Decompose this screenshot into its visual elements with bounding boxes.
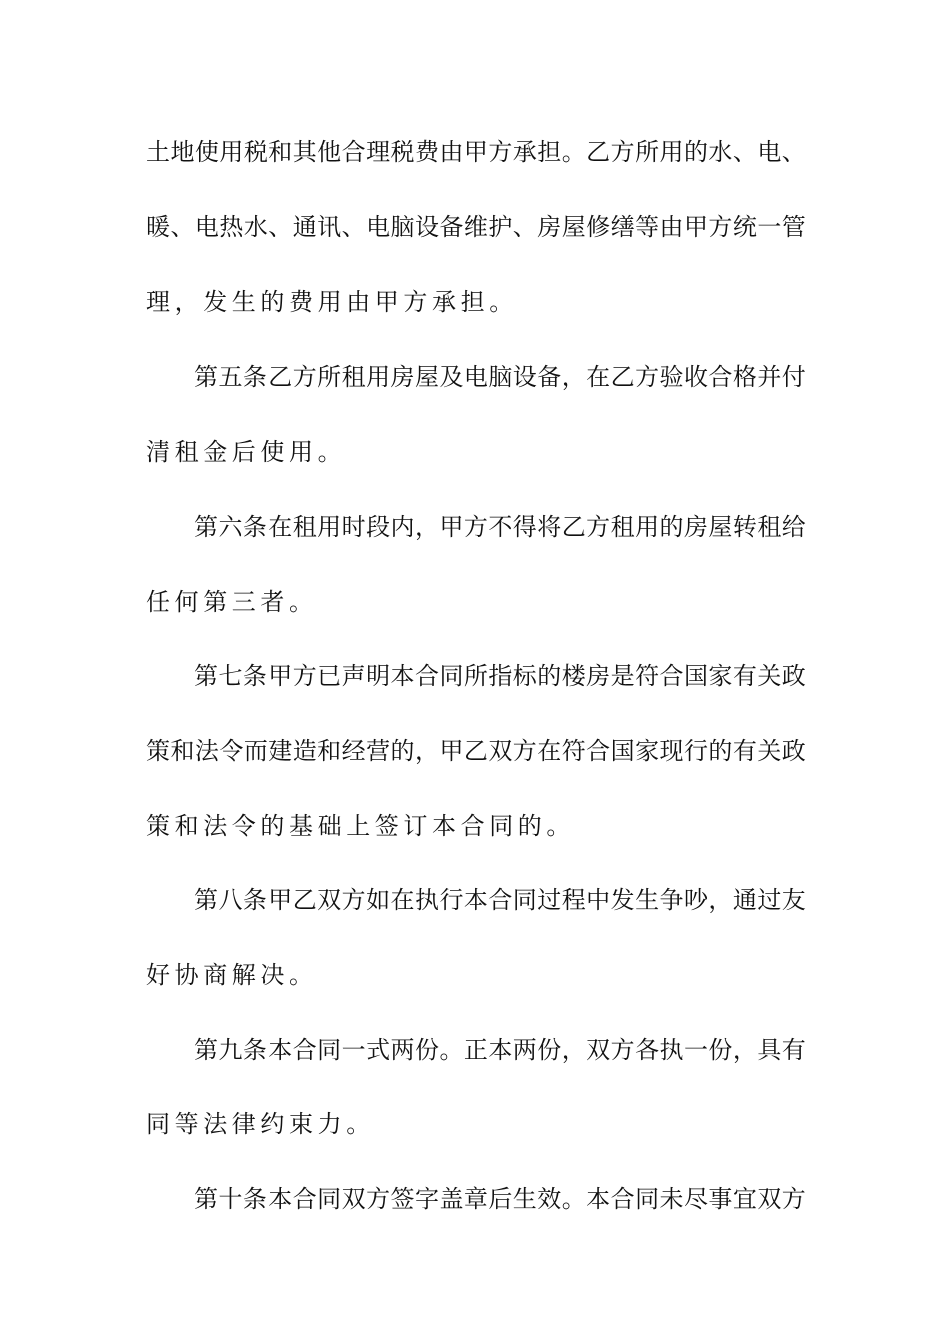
glyph: 暖 bbox=[146, 213, 170, 241]
glyph: 正 bbox=[463, 1036, 488, 1064]
glyph: 甲 bbox=[268, 662, 293, 690]
glyph: 本 bbox=[488, 1036, 513, 1064]
glyph: 设 bbox=[512, 363, 537, 391]
glyph: 第 bbox=[194, 886, 218, 914]
glyph: 过 bbox=[537, 886, 562, 914]
text-line: 好协商解决。 bbox=[146, 961, 318, 989]
glyph: 乙 bbox=[561, 513, 586, 541]
glyph: 第 bbox=[194, 1185, 218, 1213]
glyph: 生 bbox=[635, 886, 660, 914]
glyph: 法 bbox=[194, 737, 219, 765]
glyph: ， bbox=[708, 886, 733, 914]
glyph: 有 bbox=[732, 662, 757, 690]
glyph: 执 bbox=[414, 886, 439, 914]
glyph: 如 bbox=[366, 886, 391, 914]
glyph: 、 bbox=[732, 138, 757, 166]
glyph: 双 bbox=[757, 1185, 782, 1213]
glyph: 明 bbox=[366, 662, 391, 690]
glyph: 合 bbox=[292, 1185, 317, 1213]
glyph: 合 bbox=[659, 662, 684, 690]
glyph: 合 bbox=[414, 662, 439, 690]
text-line: 同等法律约束力。 bbox=[146, 1110, 375, 1138]
glyph: 盖 bbox=[439, 1185, 464, 1213]
glyph: 双 bbox=[488, 737, 513, 765]
glyph: 水 bbox=[243, 213, 268, 241]
glyph: 八 bbox=[218, 886, 243, 914]
glyph: 方 bbox=[708, 213, 733, 241]
glyph: 付 bbox=[781, 363, 806, 391]
glyph: 甲 bbox=[268, 886, 293, 914]
glyph: 水 bbox=[708, 138, 733, 166]
glyph: 尽 bbox=[683, 1185, 708, 1213]
glyph: 电 bbox=[757, 138, 782, 166]
glyph: 争 bbox=[659, 886, 684, 914]
glyph: 同 bbox=[635, 1185, 660, 1213]
glyph: 一 bbox=[757, 213, 782, 241]
glyph: 所 bbox=[317, 363, 342, 391]
glyph: 是 bbox=[610, 662, 635, 690]
glyph: 承 bbox=[512, 138, 537, 166]
glyph: 一 bbox=[683, 1036, 708, 1064]
glyph: 备 bbox=[439, 213, 464, 241]
glyph: 符 bbox=[561, 737, 586, 765]
glyph: 同 bbox=[317, 1036, 342, 1064]
glyph: 字 bbox=[414, 1185, 439, 1213]
glyph: 备 bbox=[537, 363, 562, 391]
glyph: 收 bbox=[683, 363, 708, 391]
glyph: 乙 bbox=[586, 138, 611, 166]
glyph: 所 bbox=[635, 138, 660, 166]
glyph: 七 bbox=[218, 662, 243, 690]
glyph: 政 bbox=[781, 737, 806, 765]
glyph: 屋 bbox=[708, 513, 733, 541]
glyph: 双 bbox=[586, 1036, 611, 1064]
article-8-line bbox=[194, 885, 806, 915]
glyph: 五 bbox=[218, 363, 243, 391]
glyph: 经 bbox=[341, 737, 366, 765]
glyph: 税 bbox=[243, 138, 268, 166]
glyph: ， bbox=[561, 363, 586, 391]
glyph: 由 bbox=[439, 138, 464, 166]
glyph: 得 bbox=[512, 513, 537, 541]
glyph: 税 bbox=[390, 138, 415, 166]
glyph: 份 bbox=[537, 1036, 562, 1064]
glyph: 第 bbox=[194, 513, 218, 541]
glyph: 建 bbox=[268, 737, 293, 765]
glyph: 用 bbox=[219, 138, 244, 166]
glyph: 统 bbox=[732, 213, 757, 241]
glyph: 楼 bbox=[561, 662, 586, 690]
glyph: 已 bbox=[317, 662, 342, 690]
glyph: 转 bbox=[732, 513, 757, 541]
glyph: 所 bbox=[463, 662, 488, 690]
glyph: 房 bbox=[683, 513, 708, 541]
glyph: 用 bbox=[366, 363, 391, 391]
glyph: 发 bbox=[610, 886, 635, 914]
glyph: 同 bbox=[317, 1185, 342, 1213]
glyph: 家 bbox=[635, 737, 660, 765]
glyph: 租 bbox=[610, 513, 635, 541]
glyph: 国 bbox=[610, 737, 635, 765]
glyph: 现 bbox=[659, 737, 684, 765]
glyph: 甲 bbox=[683, 213, 708, 241]
glyph: 通 bbox=[292, 213, 317, 241]
glyph: 土 bbox=[146, 138, 170, 166]
glyph: 屋 bbox=[414, 363, 439, 391]
glyph: 指 bbox=[488, 662, 513, 690]
glyph: 策 bbox=[146, 737, 170, 765]
glyph: 热 bbox=[219, 213, 244, 241]
glyph: 方 bbox=[341, 886, 366, 914]
glyph: 方 bbox=[781, 1185, 806, 1213]
glyph: 租 bbox=[757, 513, 782, 541]
glyph: 过 bbox=[757, 886, 782, 914]
glyph: 屋 bbox=[561, 213, 586, 241]
glyph: 六 bbox=[218, 513, 243, 541]
glyph: 在 bbox=[268, 513, 293, 541]
glyph: 章 bbox=[463, 1185, 488, 1213]
glyph: 脑 bbox=[488, 363, 513, 391]
glyph: 和 bbox=[268, 138, 293, 166]
glyph: 吵 bbox=[683, 886, 708, 914]
glyph: 条 bbox=[242, 1185, 267, 1213]
glyph: 时 bbox=[341, 513, 366, 541]
glyph: 理 bbox=[366, 138, 391, 166]
glyph: 执 bbox=[659, 1036, 684, 1064]
glyph: 同 bbox=[512, 886, 537, 914]
glyph: 租 bbox=[341, 363, 366, 391]
glyph: 缮 bbox=[610, 213, 635, 241]
glyph: 合 bbox=[610, 1185, 635, 1213]
glyph: 份 bbox=[414, 1036, 439, 1064]
glyph: 国 bbox=[683, 662, 708, 690]
glyph: 方 bbox=[366, 1185, 391, 1213]
glyph: 有 bbox=[781, 1036, 806, 1064]
glyph: 标 bbox=[512, 662, 537, 690]
glyph: 。 bbox=[439, 1036, 464, 1064]
glyph: 、 bbox=[268, 213, 293, 241]
glyph: 、 bbox=[341, 213, 366, 241]
glyph: 合 bbox=[708, 363, 733, 391]
glyph: 甲 bbox=[439, 513, 464, 541]
glyph: 由 bbox=[659, 213, 684, 241]
glyph: 在 bbox=[537, 737, 562, 765]
glyph: 具 bbox=[757, 1036, 782, 1064]
glyph: 条 bbox=[242, 513, 267, 541]
glyph: 使 bbox=[194, 138, 219, 166]
glyph: 本 bbox=[268, 1036, 293, 1064]
glyph: 其 bbox=[292, 138, 317, 166]
glyph: 第 bbox=[194, 662, 218, 690]
glyph: 电 bbox=[463, 363, 488, 391]
text-line: 策和法令的基础上签订本合同的。 bbox=[146, 812, 575, 840]
glyph: 方 bbox=[292, 662, 317, 690]
glyph: 两 bbox=[512, 1036, 537, 1064]
glyph: 方 bbox=[586, 513, 611, 541]
glyph: 效 bbox=[537, 1185, 562, 1213]
glyph: ， bbox=[561, 1036, 586, 1064]
glyph: 护 bbox=[488, 213, 513, 241]
glyph: 用 bbox=[635, 513, 660, 541]
glyph: 费 bbox=[414, 138, 439, 166]
text-line: 理，发生的费用由甲方承担。 bbox=[146, 288, 518, 316]
glyph: 方 bbox=[635, 363, 660, 391]
glyph: 段 bbox=[366, 513, 391, 541]
glyph: 给 bbox=[781, 513, 806, 541]
glyph: 方 bbox=[512, 737, 537, 765]
glyph: 两 bbox=[390, 1036, 415, 1064]
glyph: 程 bbox=[561, 886, 586, 914]
article-5-line bbox=[194, 362, 806, 392]
glyph: 甲 bbox=[463, 138, 488, 166]
glyph: 生 bbox=[512, 1185, 537, 1213]
glyph: 中 bbox=[586, 886, 611, 914]
glyph: 讯 bbox=[317, 213, 342, 241]
glyph: ， bbox=[732, 1036, 757, 1064]
glyph: 后 bbox=[488, 1185, 513, 1213]
glyph: 合 bbox=[488, 886, 513, 914]
article-9-line bbox=[194, 1035, 806, 1065]
glyph: 宜 bbox=[732, 1185, 757, 1213]
glyph: 用 bbox=[659, 138, 684, 166]
glyph: 条 bbox=[242, 886, 267, 914]
article-10-line bbox=[194, 1184, 806, 1214]
glyph: 在 bbox=[390, 886, 415, 914]
glyph: 甲 bbox=[439, 737, 464, 765]
glyph: 乙 bbox=[610, 363, 635, 391]
glyph: 友 bbox=[781, 886, 806, 914]
article-7-line bbox=[194, 661, 806, 691]
glyph: 电 bbox=[366, 213, 391, 241]
glyph: 和 bbox=[170, 737, 195, 765]
glyph: 方 bbox=[610, 1036, 635, 1064]
glyph: 合 bbox=[292, 1036, 317, 1064]
glyph: 而 bbox=[243, 737, 268, 765]
glyph: 不 bbox=[488, 513, 513, 541]
glyph: 乙 bbox=[292, 886, 317, 914]
glyph: 的 bbox=[537, 662, 562, 690]
text-line: 任何第三者。 bbox=[146, 588, 318, 616]
text-line bbox=[146, 736, 806, 766]
glyph: 关 bbox=[757, 662, 782, 690]
glyph: 未 bbox=[659, 1185, 684, 1213]
glyph: 造 bbox=[292, 737, 317, 765]
glyph: 将 bbox=[537, 513, 562, 541]
glyph: 十 bbox=[218, 1185, 243, 1213]
glyph: 条 bbox=[242, 1036, 267, 1064]
article-6-line bbox=[194, 512, 806, 542]
glyph: 一 bbox=[341, 1036, 366, 1064]
glyph: 本 bbox=[390, 662, 415, 690]
glyph: 行 bbox=[683, 737, 708, 765]
glyph: 。 bbox=[561, 138, 586, 166]
glyph: 的 bbox=[708, 737, 733, 765]
glyph: 的 bbox=[659, 513, 684, 541]
glyph: 合 bbox=[586, 737, 611, 765]
glyph: 政 bbox=[781, 662, 806, 690]
glyph: 地 bbox=[170, 138, 195, 166]
glyph: 脑 bbox=[390, 213, 415, 241]
glyph: 本 bbox=[268, 1185, 293, 1213]
glyph: 内 bbox=[390, 513, 415, 541]
glyph: 双 bbox=[317, 886, 342, 914]
glyph: 、 bbox=[170, 213, 195, 241]
glyph: 在 bbox=[586, 363, 611, 391]
glyph: 及 bbox=[439, 363, 464, 391]
glyph: 关 bbox=[757, 737, 782, 765]
glyph: 乙 bbox=[463, 737, 488, 765]
glyph: 条 bbox=[242, 662, 267, 690]
glyph: 修 bbox=[586, 213, 611, 241]
glyph: 第 bbox=[194, 363, 218, 391]
glyph: 的 bbox=[390, 737, 415, 765]
glyph: 行 bbox=[439, 886, 464, 914]
glyph: 通 bbox=[732, 886, 757, 914]
glyph: 方 bbox=[488, 138, 513, 166]
text-line bbox=[146, 137, 806, 167]
glyph: 他 bbox=[317, 138, 342, 166]
glyph: 营 bbox=[366, 737, 391, 765]
glyph: 电 bbox=[194, 213, 219, 241]
glyph: 。 bbox=[561, 1185, 586, 1213]
glyph: 签 bbox=[390, 1185, 415, 1213]
glyph: 、 bbox=[512, 213, 537, 241]
glyph: 的 bbox=[683, 138, 708, 166]
glyph: 同 bbox=[439, 662, 464, 690]
glyph: 房 bbox=[390, 363, 415, 391]
glyph: 验 bbox=[659, 363, 684, 391]
glyph: 管 bbox=[781, 213, 806, 241]
glyph: 等 bbox=[635, 213, 660, 241]
glyph: 条 bbox=[242, 363, 267, 391]
text-line: 清租金后使用。 bbox=[146, 438, 347, 466]
text-line bbox=[146, 212, 806, 242]
glyph: ， bbox=[414, 513, 439, 541]
glyph: 并 bbox=[757, 363, 782, 391]
glyph: 方 bbox=[292, 363, 317, 391]
glyph: ， bbox=[414, 737, 439, 765]
glyph: 设 bbox=[414, 213, 439, 241]
glyph: 维 bbox=[463, 213, 488, 241]
glyph: 家 bbox=[708, 662, 733, 690]
glyph: 租 bbox=[292, 513, 317, 541]
glyph: 担 bbox=[537, 138, 562, 166]
glyph: 方 bbox=[610, 138, 635, 166]
glyph: 、 bbox=[781, 138, 806, 166]
glyph: 式 bbox=[366, 1036, 391, 1064]
glyph: 事 bbox=[708, 1185, 733, 1213]
glyph: 九 bbox=[218, 1036, 243, 1064]
glyph: 声 bbox=[341, 662, 366, 690]
glyph: 房 bbox=[537, 213, 562, 241]
glyph: 各 bbox=[635, 1036, 660, 1064]
glyph: 本 bbox=[586, 1185, 611, 1213]
glyph: 格 bbox=[732, 363, 757, 391]
glyph: 合 bbox=[341, 138, 366, 166]
glyph: 双 bbox=[341, 1185, 366, 1213]
glyph: 用 bbox=[317, 513, 342, 541]
glyph: 方 bbox=[463, 513, 488, 541]
glyph: 符 bbox=[635, 662, 660, 690]
glyph: 令 bbox=[219, 737, 244, 765]
glyph: 份 bbox=[708, 1036, 733, 1064]
glyph: 和 bbox=[317, 737, 342, 765]
glyph: 有 bbox=[732, 737, 757, 765]
glyph: 房 bbox=[586, 662, 611, 690]
glyph: 第 bbox=[194, 1036, 218, 1064]
glyph: 乙 bbox=[268, 363, 293, 391]
glyph: 本 bbox=[463, 886, 488, 914]
